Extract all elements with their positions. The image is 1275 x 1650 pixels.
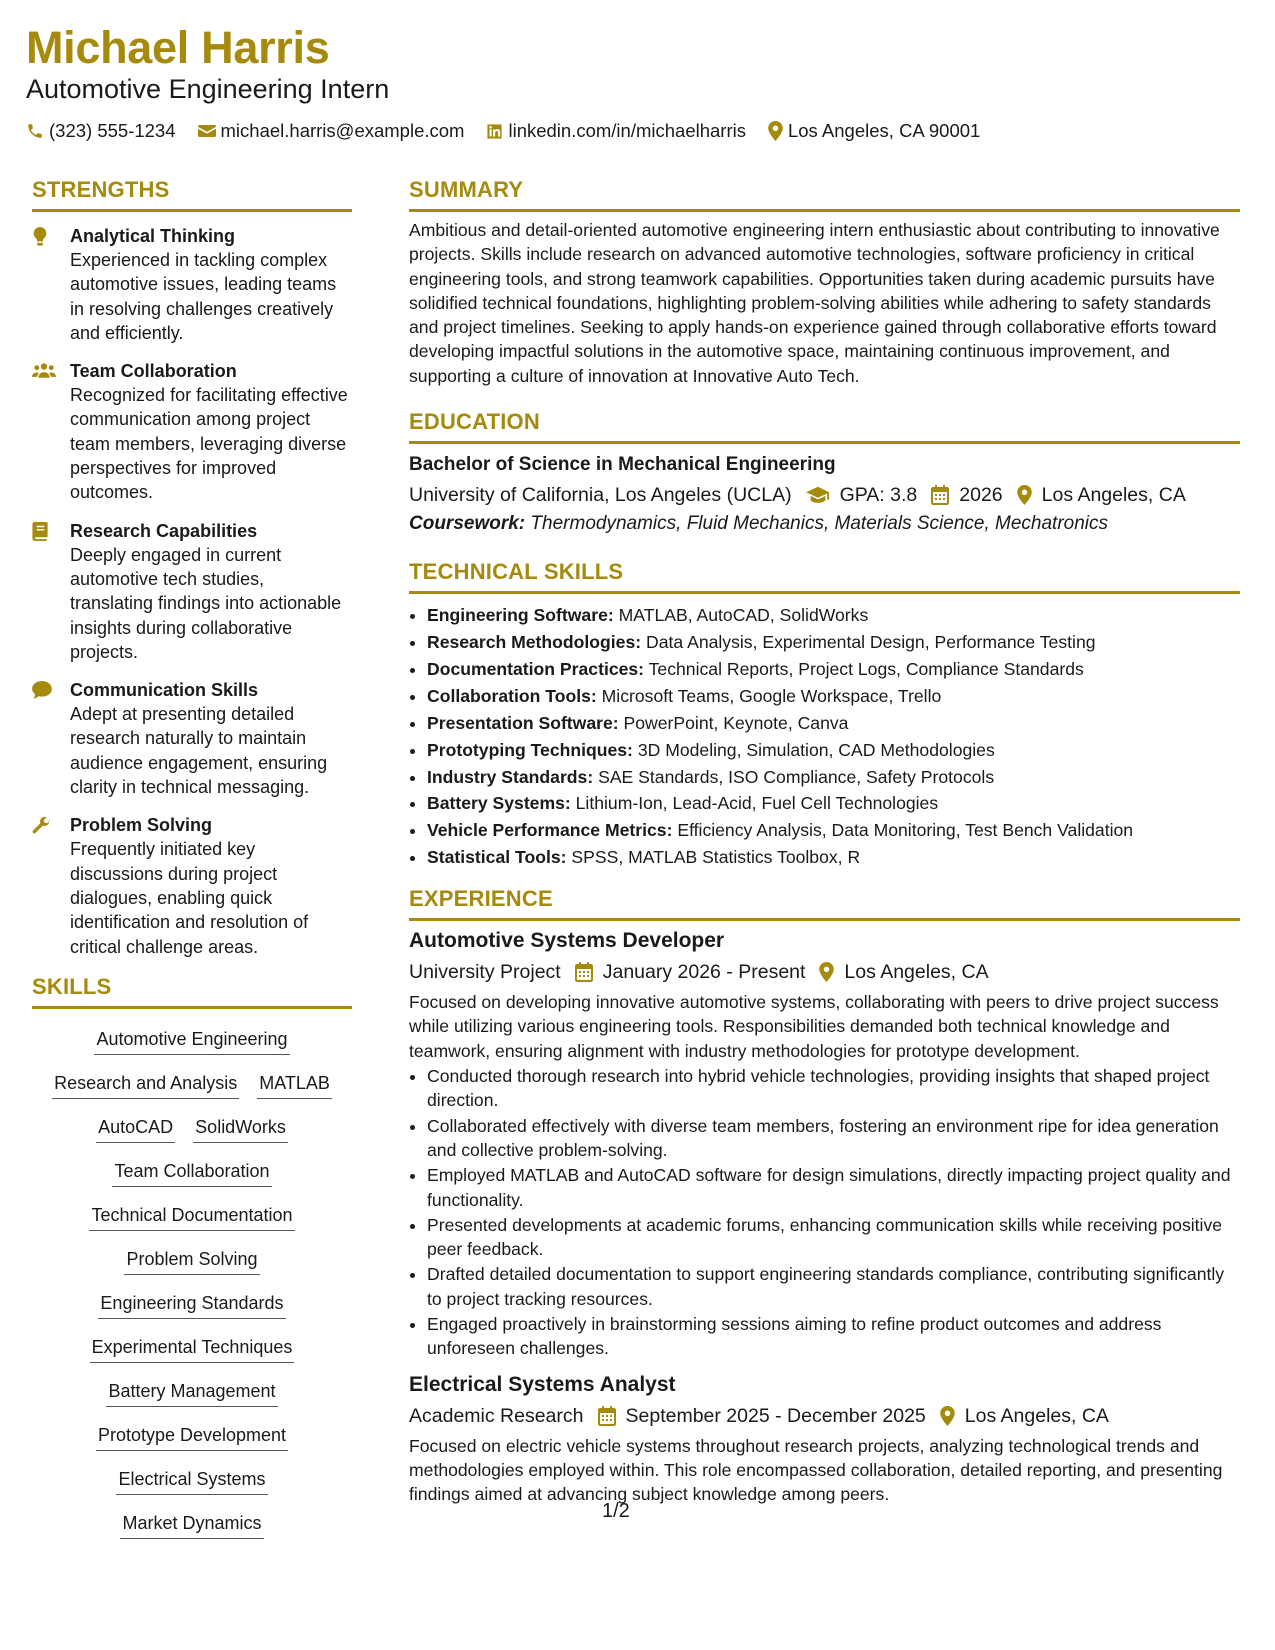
candidate-name: Michael Harris [26,22,330,73]
job-title: Automotive Systems Developer [409,929,725,953]
job-meta [409,1402,1240,1430]
list-item: • Conducted thorough research into hybrid vehicle technologies, providing insights that shaped project direction. [427,1064,1240,1113]
job-org-text: University Project [409,961,561,984]
tech-skill-value: Data Analysis, Experimental Design, Performance Testing [646,631,1096,652]
calendar-icon [575,962,593,982]
list-item [427,817,1240,844]
strength-title: Analytical Thinking [70,226,236,246]
technical-skills-list [409,602,1240,871]
experience-entry [409,1371,1240,1507]
coursework-label: Coursework: [409,513,526,535]
skills-heading: SKILLS [32,973,352,1009]
tech-skill-label: Prototyping Techniques: [427,739,633,760]
list-item [427,656,1240,683]
list-item [427,790,1240,817]
contact-location [768,119,980,143]
email-text: michael.harris@example.com [220,120,465,141]
linkedin-text: linkedin.com/in/michaelharris [508,120,746,141]
job-dates [575,958,806,986]
skill-tag: Technical Documentation [89,1197,294,1231]
summary-heading: SUMMARY [409,176,1240,212]
job-dates [598,1402,926,1430]
strength-item [32,359,352,504]
education-gpa [806,481,918,509]
skill-tag: Electrical Systems [116,1461,267,1495]
strength-desc: Deeply engaged in current automotive tech studies, translating findings into actionable insights during collaborative projects. [70,544,342,662]
graduation-cap-icon [806,486,830,504]
lightbulb-icon [32,224,70,345]
strength-desc: Experienced in tackling complex automotive issues, leading teams in resolving challenges creatively and efficiently. [70,250,337,343]
users-icon [32,359,70,504]
list-item: • Employed MATLAB and AutoCAD software for design simulations, directly impacting project quality and functionality. [427,1163,1240,1212]
tech-skill-label: Presentation Software: [427,712,619,733]
envelope-icon [198,123,216,139]
experience-heading: EXPERIENCE [409,885,1240,921]
left-column [32,176,352,1545]
job-bullets [409,1064,1240,1361]
linkedin-icon [486,123,503,140]
list-item [427,844,1240,871]
skill-tag: SolidWorks [193,1109,288,1143]
tech-skill-value: SAE Standards, ISO Compliance, Safety Protocols [598,766,995,787]
job-description: Focused on developing innovative automotive systems, collaborating with peers to drive project success while utilizing various engineering tools. Responsibilities demanded both technical knowledge and teamwork, ensuring alignment with industry methodologies for prototype development. [409,992,1219,1061]
job-dates-text: January 2026 - Present [602,961,806,984]
strength-title: Problem Solving [70,815,213,836]
strengths-list [32,224,352,959]
job-dates-text: September 2025 - December 2025 [625,1404,926,1427]
resume-header [26,22,1246,143]
skill-tag: Automotive Engineering [94,1021,289,1055]
tech-skill-label: Vehicle Performance Metrics: [427,820,673,841]
year-text: 2026 [959,484,1003,507]
strengths-heading: STRENGTHS [32,176,352,212]
tech-skill-value: MATLAB, AutoCAD, SolidWorks [618,605,869,626]
skill-tag: Market Dynamics [120,1505,263,1539]
contact-email[interactable] [198,119,465,143]
calendar-icon [598,1406,616,1426]
education-heading: EDUCATION [409,408,1240,444]
technical-skills-heading: TECHNICAL SKILLS [409,558,1240,594]
tech-skill-value: Microsoft Teams, Google Workspace, Trello [601,685,942,706]
list-item [427,602,1240,629]
strength-desc: Recognized for facilitating effective communication among project team members, leveraging diverse perspectives for improved outcomes. [70,385,348,503]
tech-skill-value: 3D Modeling, Simulation, CAD Methodologies [637,739,995,760]
strength-item [32,678,352,799]
list-item [427,710,1240,737]
job-description: Focused on electric vehicle systems throughout research projects, analyzing technological trends and methodologies employed within. This role encompassed collaboration, detailed reporting, and presenting findings aimed at advancing subject knowledge among peers. [409,1435,1223,1505]
right-column [409,176,1240,1506]
job-org [409,958,561,986]
strength-desc: Frequently initiated key discussions during project dialogues, enabling quick identification and resolution of critical challenge areas. [70,839,309,957]
contact-bar [26,119,1246,143]
contact-linkedin[interactable] [486,119,746,143]
tech-skill-label: Statistical Tools: [427,847,567,868]
job-title: Electrical Systems Analyst [409,1372,676,1396]
tech-skill-value: Efficiency Analysis, Data Monitoring, Test Bench Validation [677,820,1134,841]
skill-tag: Research and Analysis [52,1065,239,1099]
coursework-text: Thermodynamics, Fluid Mechanics, Materials Science, Mechatronics [530,513,1109,535]
job-location-text: Los Angeles, CA [964,1404,1109,1427]
gpa-text: GPA: 3.8 [839,484,918,507]
strength-title: Research Capabilities [70,520,258,541]
strength-title: Team Collaboration [70,361,237,382]
calendar-icon [931,485,949,505]
skill-tag: Engineering Standards [98,1285,285,1319]
tech-skill-label: Engineering Software: [427,605,614,626]
list-item [427,737,1240,764]
tech-skill-value: Lithium-Ion, Lead-Acid, Fuel Cell Technologies [575,793,939,814]
education-location [1017,481,1186,509]
education-degree: Bachelor of Science in Mechanical Engineering [409,454,836,476]
strength-desc: Adept at presenting detailed research naturally to maintain audience engagement, ensuring clarity in technical messaging. [70,704,328,798]
tech-skill-label: Collaboration Tools: [427,685,597,706]
list-item [427,764,1240,791]
strength-item [32,224,352,345]
education-meta [409,481,1240,509]
skill-tag: Battery Management [106,1373,277,1407]
skill-tag: Prototype Development [96,1417,288,1451]
book-icon [32,519,70,664]
job-org-text: Academic Research [409,1404,584,1427]
skill-tag: Team Collaboration [112,1153,271,1187]
list-item: • Drafted detailed documentation to support engineering standards compliance, contributing significantly to project tracking resources. [427,1262,1240,1311]
tech-skill-label: Documentation Practices: [427,658,645,679]
phone-text: (323) 555-1234 [49,120,176,141]
skill-tag: MATLAB [257,1065,332,1099]
skill-tag: Problem Solving [124,1241,259,1275]
tech-skill-value: SPSS, MATLAB Statistics Toolbox, R [571,847,861,868]
education-school [409,481,792,509]
tech-skill-value: Technical Reports, Project Logs, Compliance Standards [648,658,1084,679]
page-number: 1/2 [602,1500,630,1522]
candidate-role: Automotive Engineering Intern [26,74,390,104]
school-name: University of California, Los Angeles (UCLA) [409,484,792,507]
phone-icon [26,122,44,140]
skill-tag: AutoCAD [96,1109,175,1143]
list-item: • Collaborated effectively with diverse team members, fostering an environment ripe for idea generation and collective problem-solving. [427,1114,1240,1163]
summary-text: Ambitious and detail-oriented automotive engineering intern enthusiastic about contributing to innovative projects. Skills include research on advanced automotive technologies, software proficiency in critical engineering tools, and strong teamwork capabilities. Opportunities taken during academic pursuits have solidified technical foundations, highlighting problem-solving abilities while adhering to safety standards and project timelines. Seeking to apply hands-on experience gained through collaborative efforts toward developing impactful solutions in the automotive space, maintaining continuous improvement, and supporting a culture of innovation at Innovative Auto Tech. [409,220,1220,386]
job-meta [409,958,1240,986]
map-pin-icon [1017,485,1032,505]
job-location-text: Los Angeles, CA [844,961,989,984]
education-year [931,481,1002,509]
tech-skill-label: Battery Systems: [427,793,571,814]
strength-title: Communication Skills [70,680,259,701]
experience-entry [409,927,1240,1360]
map-pin-icon [940,1406,955,1426]
strength-item [32,519,352,664]
job-location [819,958,988,986]
location-text: Los Angeles, CA 90001 [787,120,981,141]
tech-skill-value: PowerPoint, Keynote, Canva [623,712,849,733]
tech-skill-label: Research Methodologies: [427,631,642,652]
contact-phone[interactable] [26,119,176,143]
comment-icon [32,678,70,799]
list-item [427,629,1240,656]
strength-item [32,813,352,958]
coursework [409,510,1240,538]
job-location [940,1402,1109,1430]
list-item: • Presented developments at academic forums, enhancing communication skills while receiving positive peer feedback. [427,1213,1240,1262]
skill-tag: Experimental Techniques [90,1329,295,1363]
list-item: • Engaged proactively in brainstorming sessions aiming to refine product outcomes and address unforeseen challenges. [427,1312,1240,1361]
job-org [409,1402,584,1430]
skills-list [32,1017,352,1545]
wrench-icon [32,813,70,958]
tech-skill-label: Industry Standards: [427,766,594,787]
map-pin-icon [768,121,783,141]
list-item [427,683,1240,710]
location-text: Los Angeles, CA [1041,484,1186,507]
map-pin-icon [819,962,834,982]
